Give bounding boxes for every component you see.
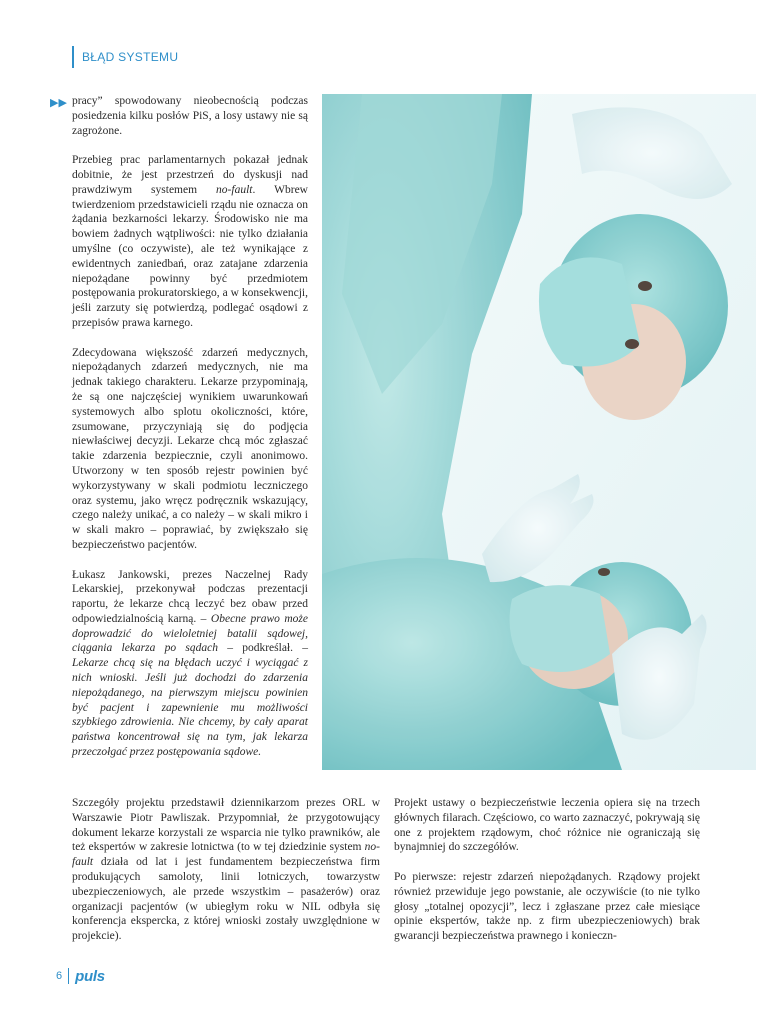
page-footer [56, 966, 105, 986]
double-chevron-right-icon: ▶▶ [50, 96, 67, 109]
paragraph: Zdecydowana większość zdarzeń medycznych, niepożądanych zdarzeń medycznych, nie ma jednak takiego charakteru. Lekarze przypominają, że są one najczęściej wynikiem uwarunkowań systemowych albo splotu okoliczności, które, zsumowane, przyczyniają się do podjęcia niewłaściwej decyzji. Lekarze chcą móc zgłaszać takie zdarzenia bezpiecznie, czyli anonimowo. Utworzony w ten sposób rejestr powinien być wykorzystywany w skali podmiotu leczniczego oraz systemu, jako wręcz podręcznik wskazujący, czego należy unikać, a co należy – w skali mikro i w skali makro – poprawiać, by zwiększało się bezpieczeństwo pacjentów. [72, 346, 308, 551]
paragraph: Szczegóły projektu przedstawił dziennikarzom prezes ORL w Warszawie Piotr Pawliszak. Przypomniał, że przygotowujący dokument lekarze korzystali ze wsparcia nie tylko prawników, ale też ekspertów w zakresie lotnictwa (to w tej dziedzinie system no-fault działa od lat i jest fundamentem bezpieczeństwa firm produkujących samoloty, linii lotniczych, towarzystw ubezpieczeniowych, ale przede wszystkim – pasażerów) oraz organizacji pacjentów (w ubiegłym roku w NIL odbyła się konferencja ekspercka, z której wnioski zostały uwzględnione w projekcie). [72, 797, 380, 943]
paragraph: Przebieg prac parlamentarnych pokazał jednak dobitnie, że jest przestrzeń do dyskusji nad prawdziwym systemem no-fault. Wbrew twierdzeniom przedstawicieli rządu nie oznacza on żądania bezkarności lekarzy. Środowisko nie ma bowiem żadnych wątpliwości: nie tylko działania umyślne (co oczywiste), ale też wynikające z ewidentnych zaniedbań, oraz zatajane zdarzenia niepożądane powinny być przedmiotem postępowania prokuratorskiego, a w konsekwencji, jeśli zarzuty się potwierdzą, podlegać osądowi z przepisów prawa karnego. [72, 154, 308, 329]
section-label: BŁĄD SYSTEMU [72, 46, 178, 68]
page-number: 6 [56, 970, 63, 982]
paragraph: Łukasz Jankowski, prezes Naczelnej Rady Lekarskiej, przekonywał podczas prezentacji raportu, że lekarze chcą leczyć bez obaw przed odpowiedzialnością karną. – Obecne prawo może doprowadzić do wieloletniej batalii sądowej, ciągania lekarza po sądach – podkreślał. – Lekarze chcą się na błędach uczyć i wyciągać z nich wnioski. Jeśli już dochodzi do zdarzenia niepożądanego, na pierwszym miejscu powinien być pacjent i zapewnienie mu możliwości szybkiego zdrowienia. Nie chcemy, by cały aparat państwa koncentrował się na tym, jak lekarza przeczołgać przez postępowania sądowe. [72, 568, 308, 759]
paragraph: Projekt ustawy o bezpieczeństwie leczenia opiera się na trzech głównych filarach. Częściowo, co warto zaznaczyć, pokrywają się one z projektem rządowym, choć różnice nie ograniczają się bynajmniej do szczegółów. [394, 797, 700, 854]
bottom-left-column [72, 796, 380, 959]
paragraph: pracy” spowodowany nieobecnością podczas posiedzenia kilku posłów PiS, a losy ustawy nie są zagrożone. [72, 95, 308, 137]
left-column [72, 94, 308, 775]
bottom-right-column [394, 796, 700, 959]
footer-divider [68, 968, 69, 984]
paragraph: Po pierwsze: rejestr zdarzeń niepożądanych. Rządowy projekt również przewiduje jego powstanie, ale oczywiście (to nie tylko głosy „totalnej opozycji”, lecz i zgłaszane przez całe miesiące opinie ekspertów, także np. z firm ubezpieczeniowych) brak gwarancji bezpieczeństwa prawnego i konieczn- [394, 870, 700, 943]
puls-logo: puls [75, 967, 105, 985]
surgeons-photo [322, 94, 756, 770]
